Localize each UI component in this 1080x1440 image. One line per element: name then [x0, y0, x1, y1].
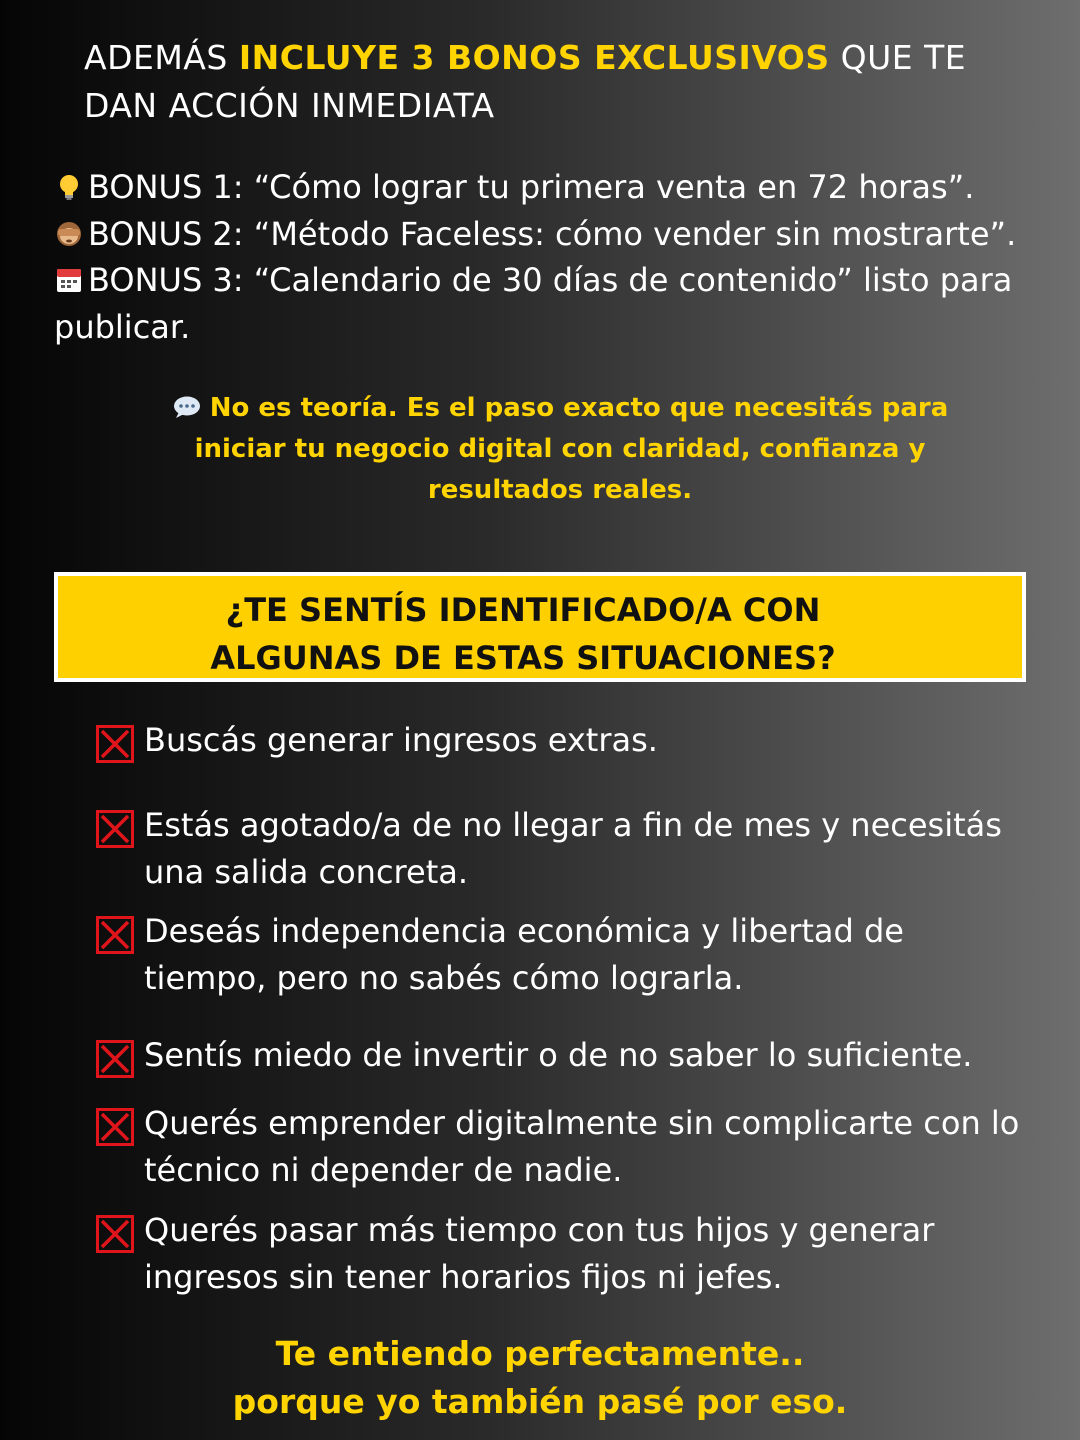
section-heading: [84, 34, 1004, 130]
bonus-item-1: [54, 164, 1044, 211]
heading-prefix: ADEMÁS: [84, 38, 239, 77]
red-x-box-icon: [96, 1040, 134, 1078]
situation-text: Sentís miedo de invertir o de no saber lo suficiente.: [144, 1036, 973, 1074]
closing-statement: [120, 1330, 960, 1426]
banner-line-1: ¿TE SENTÍS IDENTIFICADO/A CON: [225, 591, 821, 629]
note-text: No es teoría. Es el paso exacto que necesitás para iniciar tu negocio digital con claridad, confianza y resultados reales.: [194, 393, 949, 505]
bonus-text-1: BONUS 1: “Cómo lograr tu primera venta en 72 horas”.: [88, 168, 975, 206]
red-x-box-icon: [96, 1215, 134, 1253]
highlight-note: [140, 388, 980, 511]
situation-text: Querés emprender digitalmente sin complicarte con lo técnico ni depender de nadie.: [144, 1104, 1020, 1189]
bonus-item-2: [54, 211, 1044, 258]
question-banner: [54, 572, 1026, 682]
banner-text: [58, 586, 988, 682]
heading-highlight: INCLUYE 3 BONOS EXCLUSIVOS: [238, 38, 830, 77]
closing-line-2: porque yo también pasé por eso.: [232, 1382, 848, 1421]
situation-item-5: [96, 1100, 1036, 1194]
situation-item-4: [96, 1032, 1036, 1079]
banner-line-2: ALGUNAS DE ESTAS SITUACIONES?: [210, 639, 836, 677]
situation-text: Deseás independencia económica y libertad de tiempo, pero no sabés cómo lograrla.: [144, 912, 904, 997]
red-x-box-icon: [96, 1108, 134, 1146]
calendar-icon: [54, 265, 84, 295]
situation-item-1: [96, 717, 1036, 764]
situation-text: Estás agotado/a de no llegar a fin de mes y necesitás una salida concreta.: [144, 806, 1002, 891]
situation-text: Querés pasar más tiempo con tus hijos y generar ingresos sin tener horarios fijos ni jefes.: [144, 1211, 935, 1296]
heading-suffix: QUE TE DAN ACCIÓN INMEDIATA: [84, 38, 967, 125]
speech-bubble-icon: [172, 395, 202, 419]
situation-item-6: [96, 1207, 1036, 1301]
see-no-evil-monkey-icon: [54, 219, 84, 249]
bonus-text-3: BONUS 3: “Calendario de 30 días de contenido” listo para publicar.: [54, 261, 1013, 346]
bonus-item-3: [54, 257, 1044, 350]
red-x-box-icon: [96, 810, 134, 848]
bonus-text-2: BONUS 2: “Método Faceless: cómo vender sin mostrarte”.: [88, 214, 1017, 253]
closing-line-1: Te entiendo perfectamente..: [275, 1334, 805, 1373]
situation-item-3: [96, 908, 1036, 1002]
red-x-box-icon: [96, 725, 134, 763]
red-x-box-icon: [96, 916, 134, 954]
situation-item-2: [96, 802, 1036, 896]
situation-text: Buscás generar ingresos extras.: [144, 721, 658, 759]
lightbulb-icon: [54, 172, 84, 202]
bonus-list: [54, 164, 1044, 350]
